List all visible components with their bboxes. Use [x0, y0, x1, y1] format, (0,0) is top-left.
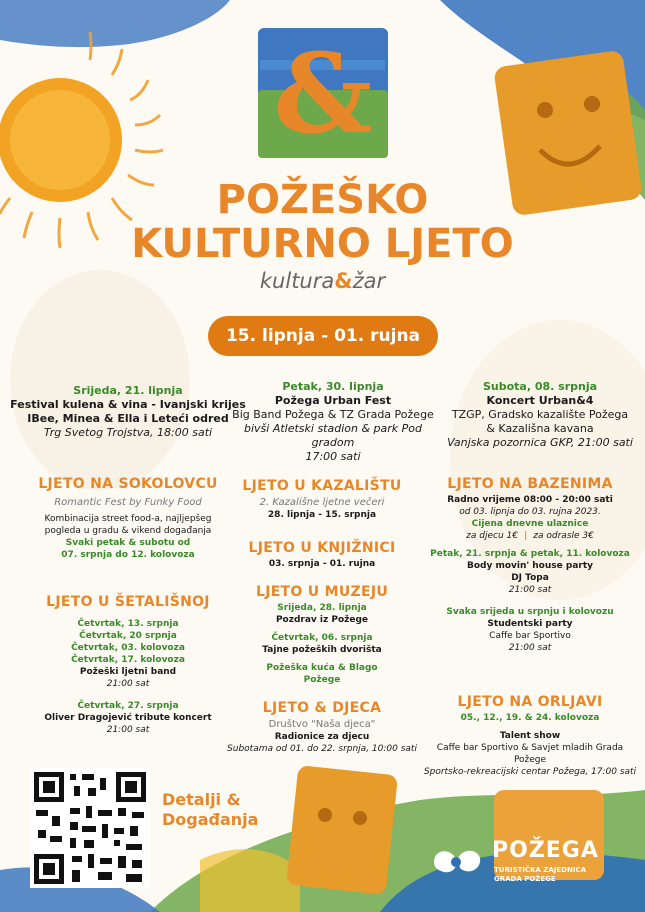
- bazenima-t2: 21:00 sat: [508, 643, 552, 653]
- setalisnoj-name1: Požeški ljetni band: [79, 667, 177, 677]
- setalisnoj-time1: 21:00 sat: [106, 679, 150, 689]
- event-3-place: Vanjska pozornica GKP, 21:00 sati: [447, 436, 633, 449]
- bazenima-head: LJETO NA BAZENIMA: [447, 476, 613, 492]
- setalisnoj-name2: Oliver Dragojević tribute koncert: [44, 713, 212, 723]
- orljavi-dates: 05., 12., 19. & 24. kolovoza: [460, 713, 600, 723]
- title-block: [0, 178, 645, 296]
- details-l2: Događanja: [162, 810, 259, 829]
- bazenima-l3: Cijena dnevne ulaznice: [471, 519, 589, 529]
- event-2-name: Požega Urban Fest: [274, 394, 392, 407]
- section-knjiznici: [232, 540, 412, 570]
- event-2-time: 17:00 sati: [305, 450, 361, 463]
- kazalistu-dates: 28. lipnja - 15. srpnja: [267, 510, 377, 520]
- djeca-sub: Društvo "Naša djeca": [268, 719, 376, 730]
- bazenima-n4: Caffe bar Sportivo: [489, 631, 571, 641]
- orljavi-head: LJETO NA ORLJAVI: [457, 694, 603, 710]
- setalisnoj-d2: Četvrtak, 20 srpnja: [79, 631, 177, 641]
- event-3: [440, 380, 640, 450]
- qr-code-icon[interactable]: [30, 768, 150, 888]
- muzeju-d3b: Požege: [303, 675, 341, 685]
- sokolovcu-g2: 07. srpnja do 12. kolovoza: [61, 550, 195, 560]
- bazenima-l1: Radno vrijeme 08:00 - 20:00 sati: [447, 495, 613, 505]
- setalisnoj-d5: Četvrtak, 27. srpnja: [77, 701, 179, 711]
- section-orljavi: [420, 694, 640, 778]
- sokolovcu-l1: Kombinacija street food-a, najljepšeg: [44, 514, 212, 524]
- djeca-n: Radionice za djecu: [274, 732, 370, 742]
- pozega-logo: [428, 836, 638, 890]
- details-link[interactable]: [162, 790, 258, 830]
- setalisnoj-d4: Četvrtak, 17. kolovoza: [71, 655, 185, 665]
- setalisnoj-d3: Četvrtak, 03. kolovoza: [71, 643, 185, 653]
- title-line2: KULTURNO LJETO: [131, 221, 514, 267]
- orljavi-t: Sportsko-rekreacijski centar Požega, 17:00 sati: [423, 767, 637, 777]
- logo-mark-icon: [428, 842, 486, 878]
- muzeju-head: LJETO U MUZEJU: [255, 584, 389, 600]
- sokolovcu-g1: Svaki petak & subotu od: [65, 538, 191, 548]
- muzeju-d1: Srijeda, 28. lipnja: [277, 603, 367, 613]
- event-3-sub: TZGP, Gradsko kazalište Požega: [451, 408, 629, 421]
- bazenima-l2: od 03. lipnja do 03. rujna 2023.: [459, 507, 601, 517]
- logo-caption: [494, 866, 586, 884]
- event-1-name: Festival kulena & vina - Ivanjski krijes: [10, 398, 246, 411]
- subtitle-amp: &: [334, 269, 353, 293]
- event-2-sub: Big Band Požega & TZ Grada Požege: [232, 408, 434, 421]
- orljavi-n2: Caffe bar Sportivo & Savjet mladih Grada Požege: [436, 743, 624, 765]
- muzeju-d3: Požeška kuća & Blago: [266, 663, 378, 673]
- section-setalisnoj: [18, 594, 238, 736]
- price-separator: |: [520, 531, 531, 541]
- bazenima-n2: DJ Topa: [511, 573, 549, 583]
- title-line1: POŽEŠKO: [216, 177, 429, 223]
- event-3-name: Koncert Urban&4: [486, 394, 594, 407]
- bazenima-g1: Petak, 21. srpnja & petak, 11. kolovoza: [430, 549, 630, 559]
- logo-l2: GRADA POŽEGE: [494, 875, 556, 883]
- section-djeca: [222, 700, 422, 755]
- muzeju-n1: Pozdrav iz Požege: [275, 615, 369, 625]
- subtitle-b: žar: [352, 269, 386, 293]
- date-pill: 15. lipnja - 01. rujna: [208, 316, 438, 356]
- orljavi-n1: Talent show: [499, 731, 561, 741]
- details-l1: Detalji &: [162, 790, 241, 809]
- event-2: [228, 380, 438, 464]
- sokolovcu-head: LJETO NA SOKOLOVCU: [38, 476, 218, 492]
- bazenima-t1: 21:00 sat: [508, 585, 552, 595]
- logo-l1: TURISTIČKA ZAJEDNICA: [494, 866, 586, 874]
- djeca-head: LJETO & DJECA: [262, 700, 382, 716]
- setalisnoj-time2: 21:00 sat: [106, 725, 150, 735]
- muzeju-n2: Tajne požeških dvorišta: [262, 645, 382, 655]
- subtitle: [0, 266, 645, 296]
- setalisnoj-head: LJETO U ŠETALIŠNOJ: [46, 594, 210, 610]
- sokolovcu-l2: pogleda u gradu & vikend događanja: [44, 526, 212, 536]
- kazalistu-head: LJETO U KAZALIŠTU: [242, 478, 402, 494]
- event-2-date: Petak, 30. lipnja: [282, 380, 384, 393]
- section-muzeju: [232, 584, 412, 686]
- bazenima-g2: Svaka srijeda u srpnju i kolovozu: [446, 607, 614, 617]
- event-1-date: Srijeda, 21. lipnja: [73, 384, 183, 397]
- bazenima-p2: za odrasle 3€: [533, 531, 594, 541]
- bazenima-n3: Studentski party: [487, 619, 573, 629]
- bazenima-p1: za djecu 1€: [466, 531, 518, 541]
- event-2-place: bivši Atletski stadion & park Pod gradom: [243, 422, 422, 449]
- logo-name: POŽEGA: [492, 838, 599, 863]
- section-kazalistu: [232, 478, 412, 521]
- ampersand-logo: &: [273, 29, 373, 158]
- kazalistu-sub: 2. Kazališne ljetne večeri: [259, 497, 385, 508]
- section-bazenima: [420, 476, 640, 654]
- sokolovcu-sub: Romantic Fest by Funky Food: [54, 497, 202, 508]
- muzeju-d2: Četvrtak, 06. srpnja: [271, 633, 373, 643]
- event-3-sub2: & Kazališna kavana: [486, 422, 594, 435]
- event-3-date: Subota, 08. srpnja: [482, 380, 598, 393]
- subtitle-a: kultura: [259, 269, 335, 293]
- knjiznici-dates: 03. srpnja - 01. rujna: [268, 559, 376, 569]
- event-1: [8, 384, 248, 440]
- bazenima-prices: [420, 530, 640, 542]
- knjiznici-head: LJETO U KNJIŽNICI: [248, 540, 396, 556]
- djeca-t: Subotama od 01. do 22. srpnja, 10:00 sati: [227, 744, 417, 754]
- event-1-sub: IBee, Minea & Ella i Leteći odred: [27, 412, 229, 425]
- setalisnoj-d1: Četvrtak, 13. srpnja: [77, 619, 179, 629]
- section-sokolovcu: [18, 476, 238, 561]
- bazenima-n1: Body movin' house party: [466, 561, 593, 571]
- event-1-place: Trg Svetog Trojstva, 18:00 sati: [43, 426, 213, 439]
